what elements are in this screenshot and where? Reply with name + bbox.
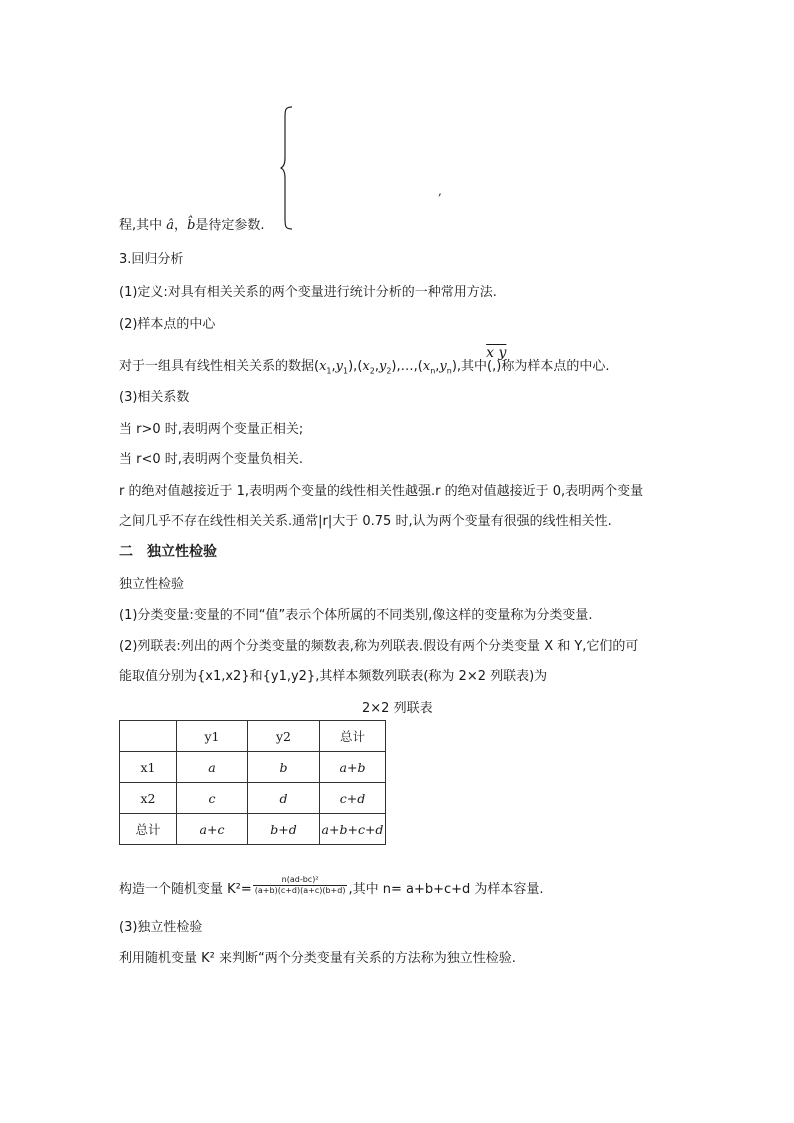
table-cell: a [177, 752, 248, 783]
table-cell: a+b [320, 752, 386, 783]
table-cell: d [248, 783, 320, 814]
header-cell [120, 721, 177, 752]
params-pre: 程,其中 [119, 218, 163, 233]
b-hat: b̂ [187, 218, 196, 233]
table-header-row [120, 721, 386, 752]
table-cell: b+d [248, 814, 320, 845]
contingency-table [119, 720, 386, 845]
table-cell: x2 [120, 783, 177, 814]
contingency-def-line1: (2)列联表:列出的两个分类变量的频数表,称为列联表.假设有两个分类变量 X 和 Y,它们的可 [119, 639, 639, 654]
params-line [119, 214, 265, 233]
params-sep: ， [174, 218, 188, 233]
regression-definition: (1)定义:对具有相关关系的两个变量进行统计分析的一种常用方法. [119, 285, 497, 300]
table-row [120, 783, 386, 814]
a-hat: â [166, 218, 175, 233]
table-cell: c [177, 783, 248, 814]
categorical-variable-def: (1)分类变量:变量的不同“值”表示个体所属的不同类别,像这样的变量称为分类变量. [119, 608, 593, 623]
independence-test-title: (3)独立性检验 [119, 920, 203, 935]
k2-pre: 构造一个随机变量 K²= [119, 882, 252, 897]
params-post: 是待定参数. [195, 218, 265, 233]
table-caption: 2×2 列联表 [362, 701, 433, 716]
table-cell: 总计 [120, 814, 177, 845]
k2-denominator: (a+b)(c+d)(a+c)(b+d) [254, 886, 346, 895]
r-abs-line1: r 的绝对值越接近于 1,表明两个变量的线性相关性越强.r 的绝对值越接近于 0,表明两个变量 [119, 484, 644, 499]
table-cell: a+c [177, 814, 248, 845]
r-abs-line2: 之间几乎不存在线性相关关系.通常|r|大于 0.75 时,认为两个变量有很强的线性相关性. [119, 514, 612, 529]
sample-center-title: (2)样本点的中心 [119, 317, 216, 332]
independence-test-def: 利用随机变量 K² 来判断“两个分类变量有关系的方法称为独立性检验. [119, 951, 516, 966]
table-row [120, 752, 386, 783]
contingency-def-line2: 能取值分别为{x1,x2}和{y1,y2},其样本频数列联表(称为 2×2 列联表)为 [119, 669, 548, 684]
sample-center-text [119, 345, 610, 376]
k2-formula-line [119, 875, 544, 900]
formula-comma: , [438, 184, 442, 198]
k2-fraction [253, 875, 348, 896]
r-negative: 当 r<0 时,表明两个变量负相关. [119, 452, 304, 467]
table-cell: x1 [120, 752, 177, 783]
table-row [120, 814, 386, 845]
table-cell: c+d [320, 783, 386, 814]
header-cell: 总计 [320, 721, 386, 752]
section-heading-independence: 二 独立性检验 [119, 544, 217, 560]
r-positive: 当 r>0 时,表明两个变量正相关; [119, 422, 304, 437]
left-brace [280, 106, 294, 230]
header-cell: y2 [248, 721, 320, 752]
k2-numerator: n(ad-bc)² [281, 875, 319, 884]
correlation-title: (3)相关系数 [119, 390, 190, 405]
table-cell: b [248, 752, 320, 783]
header-cell: y1 [177, 721, 248, 752]
k2-post: ,其中 n= a+b+c+d 为样本容量. [348, 882, 544, 897]
center-text-pre: 对于一组具有线性相关关系的数据$(x_1,y_1),(x_2,y_2),\dots,(x_n,y_n)$,其中( [119, 359, 493, 376]
independence-title: 独立性检验 [119, 577, 185, 592]
table-cell: a+b+c+d [320, 814, 386, 845]
section-title-regression: 3.回归分析 [119, 252, 184, 267]
mean-symbols: x y [486, 345, 507, 361]
center-text-post: ,)称为样本点的中心. [492, 359, 610, 374]
